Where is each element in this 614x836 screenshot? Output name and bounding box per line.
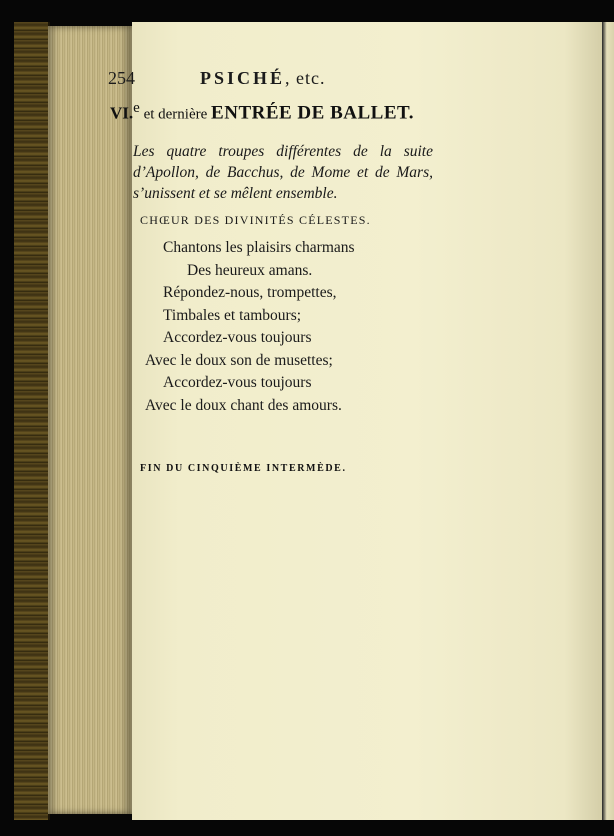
- chorus-title: CHŒUR DES DIVINITÉS CÉLESTES.: [140, 213, 371, 227]
- book-spine: [14, 22, 50, 820]
- page-header: [108, 68, 448, 92]
- verse: [145, 237, 445, 417]
- stage-direction-line: s’unissent et se mêlent ensemble.: [133, 185, 338, 202]
- page-number: 254: [108, 68, 135, 88]
- facing-page-edge: [602, 22, 614, 820]
- verse-line: Timbales et tambours;: [163, 306, 302, 324]
- end-of-interlude: FIN DU CINQUIÈME INTERMÈDE.: [140, 463, 347, 474]
- verse-line: Des heureux amans.: [187, 261, 313, 279]
- stage-direction-line: d’Apollon, de Bacchus, de Mome et de Mars,: [133, 164, 433, 181]
- running-title-suffix: , etc.: [285, 68, 326, 88]
- stage-direction-line: Les quatre troupes différentes de la suite: [133, 143, 433, 160]
- page-edges: [48, 26, 132, 814]
- running-title-name: PSICHÉ: [200, 68, 286, 88]
- running-title: [200, 68, 326, 89]
- entry-heading: [110, 100, 430, 124]
- entry-small-text: et dernière: [139, 106, 212, 123]
- verse-line: Répondez-nous, trompettes,: [163, 284, 337, 301]
- entry-number: VI.: [110, 103, 134, 123]
- stage-direction: [133, 141, 433, 204]
- verse-line: Avec le doux chant des amours.: [145, 396, 342, 414]
- verse-line: Accordez-vous toujours: [163, 374, 312, 391]
- verse-line: Chantons les plaisirs charmans: [163, 239, 355, 256]
- entry-superscript: e: [133, 100, 140, 116]
- verse-line: Avec le doux son de musettes;: [145, 351, 333, 369]
- entry-large-text: ENTRÉE DE BALLET.: [211, 102, 414, 124]
- verse-line: Accordez-vous toujours: [163, 329, 312, 346]
